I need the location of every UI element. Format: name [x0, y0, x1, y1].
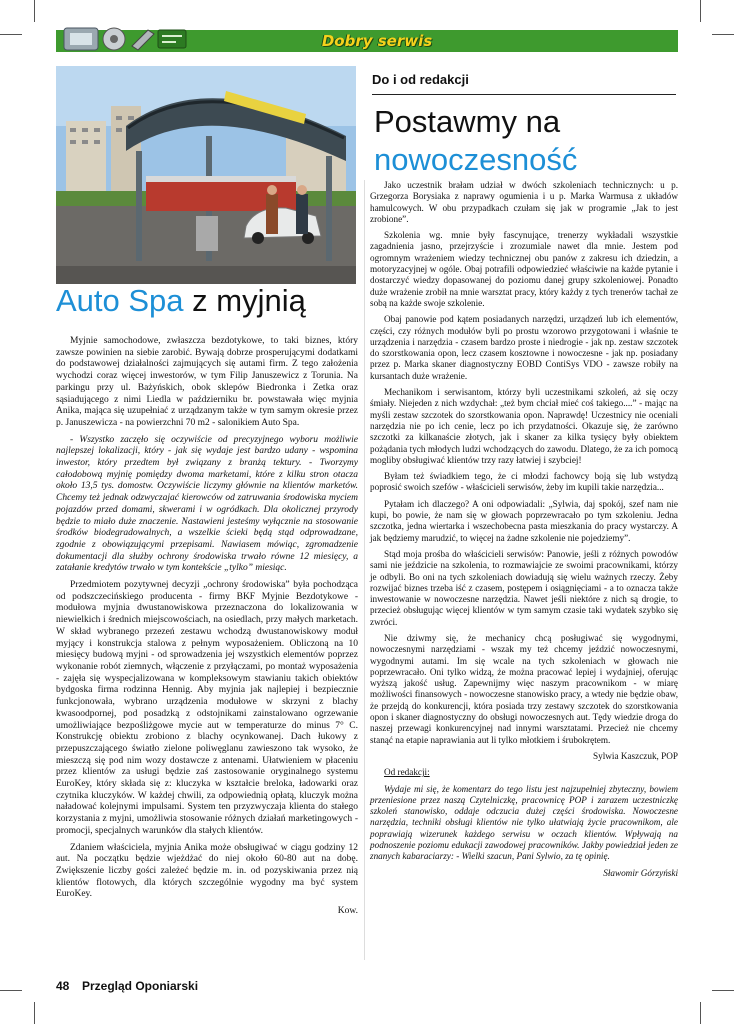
crop-mark	[34, 0, 35, 22]
section-title: Dobry serwis	[321, 32, 433, 50]
article-title-part2: z myjnią	[192, 283, 306, 318]
article-title-part1: Auto Spa	[56, 283, 184, 318]
paragraph: Nie dziwmy się, że mechanicy chcą posługiwać się wygodnymi, nowoczesnymi narzędziami - wszak my też chcemy jeździć nowoczesnymi, wygodnymi autami. Im się wcale na tych szkoleniach w głowach nie poprzewracało. Oni tylko widzą, że można pracować lepiej i wydajniej, oferując wyższą jakość usług. Zapewnijmy więc naszym pracownikom - w miarę możliwości finansowych - nowoczesne stanowisko pracy, a wtedy nie będzie obaw, że przejdą do konkurencji, która posiada trzy zestawy szczotek do szorstkowania opon i skaner diagnostyczny do obsługi nowoczesnych aut. Tędy wiedzie droga do naszej przewagi konkurencyjnej nad innymi warsztatami. Przecież nie chcemy stanąć na etapie naprawiania aut li tylko młotkiem i śrubokrętem.	[370, 632, 678, 745]
crop-mark	[700, 1002, 701, 1024]
paragraph: Szkolenia wg. mnie były fascynujące, trenerzy wykładali wszystkie zagadnienia jasno, przejrzyście i zrozumiale nawet dla mnie. Jestem pod ogromnym wrażeniem wiedzy technicznej obu panów z zakresu ich dziedzin, a motoryzacyjnej w ogóle. Obaj potrafili odpowiedzieć właściwie na każde pytanie i dostarczyć wiedzy dopasowanej do poziomu danej grupy szkoleniowej. Ponadto duże wrażenie zrobił na mnie warsztat pracy, który każdy z tych trenerów tachał ze sobą na każde swoje szkolenie.	[370, 230, 678, 308]
paragraph: Byłam też świadkiem tego, że ci młodzi fachowcy boją się lub wstydzą poprosić swoich szefów - właścicieli serwisów, żeby im kupili takie narzędzia...	[370, 471, 678, 493]
magazine-name: Przegląd Oponiarski	[82, 979, 199, 993]
editor-signature: Sławomir Górzyński	[603, 867, 678, 878]
letter-signature: Sylwia Kaszczuk, POP	[593, 750, 678, 761]
rubric-rule	[372, 94, 676, 95]
paragraph: Stąd moja prośba do właścicieli serwisów: Panowie, jeśli z różnych powodów sami nie jeździcie na szkolenia, to rozmawiajcie ze swoimi pracownikami, którzy je odbyli. Bo oni na tych szkoleniach dowiadują się wielu ważnych rzeczy. Żeby rozwijać biznes trzeba iść z czasem, postępem i osiągnięciami - a to oznacza także inwestowanie w nowoczesne narzędzia. Nawet jeśli niektóre z nich są drogie, to przecież obsługując więcej klientów w tym samym czasie taki wydatek szybko się zwróci.	[370, 548, 678, 627]
article-title	[56, 278, 356, 324]
editor-note-label: Od redakcji:	[384, 767, 430, 778]
tools-icon	[62, 22, 192, 56]
letter-title-line2: nowoczesność	[374, 142, 578, 177]
crop-mark	[700, 0, 701, 22]
paragraph: Myjnie samochodowe, zwłaszcza bezdotykowe, to taki biznes, który zawsze powinien na siebie zarobić. Bywają dobrze prosperującymi dodatkami do podstawowej działalności zajmujących się autami firm. Z tego założenia wychodzi coraz więcej inwestorów, w tym Filip Januszewicz z Torunia. Na parkingu przy ul. Bażyńskich, obok sklepów Biedronka i Zetka oraz sąsiadującego z nimi Liedla w październiku br. powstawała więc myjnia Anika, mająca się uzupełniać z urządzanym także w tym samym okresie przez p. Januszewicza - na powierzchni 70 m2 - salonikiem Auto Spa.	[56, 336, 358, 428]
paragraph: - Wszystko zaczęło się oczywiście od precyzyjnego wyboru możliwie najlepszej lokalizacji, który - jak się wydaje jest bardzo udany - wspomina inwestor, który przedtem był związany z branżą tektury. - Tworzymy całodobową myjnię pomiędzy dwoma marketami, które z kilku stron otacza około 13,5 tys. domostw. Oczywiście liczymy głównie na klientów marketów. Chcemy też jednak odzwyczajać kierowców od zatruwania środowiska myciem pojazdów przed domami, skwerami i w ogródkach. Dla okolicznej przyrody będzie to miało duże znaczenie. Nastawieni jesteśmy wyłącznie na stosowanie środków biodegradowalnych, a wszelkie ścieki będą stąd odprowadzane, zgodnie z obowiązującymi przepisami. Nawiasem mówiąc, zgromadzenie dokumentacji dla służby ochrony środowiska trwało równe 12 miesięcy, a zatałanie kredytów trwało w tym kontekście „tylko” miesiąc.	[56, 434, 358, 574]
letter-title-line1: Postawmy na	[374, 104, 561, 139]
paragraph: Pytałam ich dlaczego? A oni odpowiadali: „Sylwia, daj spokój, szef nam nie kupi, bo powie, że nam się w głowach poprzewracało po tym szkoleniu. Jedna szczotka, jedna wiertarka i wszechobecna pasta mieszkania do pracy wystarczy. A jak będziemy marudzić, to więcej na żadne szkolenie nie pojedziemy”.	[370, 498, 678, 543]
page-number: 48	[56, 979, 70, 993]
crop-mark	[712, 990, 734, 991]
paragraph: Przedmiotem pozytywnej decyzji „ochrony środowiska” była pochodząca od podszczecińskiego producenta - firmy BKF Myjnie Bezdotykowe - modułowa myjnia dwustanowiskowa przeznaczona do lokalizowania w niewielkich i średnich miejscowościach, na osiedlach, przy małych marketach. W skład wybranego przezeń zestawu wchodzą dwustanowiskowy moduł myjący i konstrukcja stalowa z pełnym wyposażeniem. Obliczoną na 10 miesięcy budową myjni - od sprowadzenia jej wszystkich elementów poprzez wykonanie robót ziemnych, włączenie z przyłączami, po montaż wyposażenia - zajęła się wyspecjalizowana w kompleksowym stawianiu takich obiektów bydgoska firma rodzinna Hennig. Aby myjnia jak najlepiej i bezpiecznie funkcjonowała, wybrano urządzenia modułowe w skrzyni z blachy kwasoodpornej, pod posadzką z odstojnikami zainstalowano ogrzewanie umożliwiające bezpośliżgowe mycie aut w temperaturze do minus 7° C. Konstrukcję obiektu zrobiono z blachy ocynkowanej. Dach łukowy z przepuszczającego światło zielone poliwęglanu zawieszono tak wysoko, że mieszczą się pod nim wozy dostawcze z antenami. Ułatwieniem w płaceniu przez klientów za usługi będzie zaś zastosowanie oryginalnego systemu EuroKey, który składa się z: kluczyka w kształcie breloka, ładowarki oraz czytnika kluczyków. W każdej chwili, za odpowiednią opłatą, kluczyk można naładować kolejnymi impulsami. System ten przyzwyczaja klienta do stałego korzystania z myjni, umożliwia stosowanie różnych działań marketingowych - promocji, specjalnych warunków dla stałych klientów.	[56, 580, 358, 836]
column-divider	[364, 180, 365, 960]
author-signature: Kow.	[337, 906, 358, 917]
letter-body	[370, 180, 678, 970]
letter-title	[374, 103, 678, 179]
paragraph: Mechanikom i serwisantom, którzy byli uczestnikami szkoleń, aż się oczy śmiały. Niejeden z nich wzdychał: „też bym chciał mieć coś takiego....” - mając na myśli zestaw szczotek do szorstkowania opon. Naprawdę! Uczestnicy nie oceniali narzędzia nie po ich cenie, lecz po ich przydatności. Okazuje się, że zarówno szczotki za kilkanaście złotych, jak i skaner za kilka tysięcy były obiektem pożądania tych młodych ludzi wchodzących do zawodu. Dlatego, że za ich pomocą mogliby obsługiwać klientów trzy razy łatwiej i szybciej!	[370, 387, 678, 465]
paragraph: Obaj panowie pod kątem posiadanych narzędzi, urządzeń lub ich elementów, części, czy różnych modułów byli po prostu wzorowo przygotowani i właśnie te urządzenia i narzędzia - czasem bardzo proste i niedrogie - jak np. zestaw szczotek do szorstkowania opon, lecz czasem kosztowne i nowoczesne - jak np. posiadany przez p. Marka skaner diagnostyczny EOBD ContiSys VDO - zawsze robiły na kursantach duże wrażenie.	[370, 314, 678, 381]
crop-mark	[34, 1002, 35, 1024]
editor-note: Wydaje mi się, że komentarz do tego listu jest najzupełniej zbyteczny, bowiem przeniesione przez naszą Czytelniczkę, pracownicę POP i zarazem uczestniczkę szkoleń stanowisko, oddaje odczucia dużej części środowiska. Nowoczesne narzędzia, techniki obsługi klientów nie tylko ułatwiają życie pracownikom, ale poprawiają wizerunek każdego serwisu w oczach klientów. Wpływają na podnoszenie poziomu edukacji zawodowej pracowników. Jakby powiedział jeden ze znanych kabaraciarzy: - Wielki szacun, Pani Sylwio, za tę opinię.	[370, 783, 678, 862]
paragraph: Zdaniem właściciela, myjnia Anika może obsługiwać w ciągu godziny 12 aut. Na początku będzie wjeżdżać do niej około 60-80 aut na dobę. Zwiększenie liczby gości zależeć będzie m. in. od pozyskiwania przez nią klientów flotowych, dla których szczególnie wygodny ma być system EuroKey.	[56, 842, 358, 900]
left-article-body	[56, 336, 358, 966]
rubric-label: Do i od redakcji	[372, 72, 469, 87]
crop-mark	[0, 34, 22, 35]
carwash-photo	[56, 66, 356, 284]
crop-mark	[0, 990, 22, 991]
paragraph: Jako uczestnik brałam udział w dwóch szkoleniach technicznych: u p. Grzegorza Borysiaka z naprawy ogumienia i u p. Marka Warmusa z układów hamulcowych. W obu przypadkach czułam się jak w programie „Jak to jest zrobione”.	[370, 180, 678, 224]
crop-mark	[712, 34, 734, 35]
